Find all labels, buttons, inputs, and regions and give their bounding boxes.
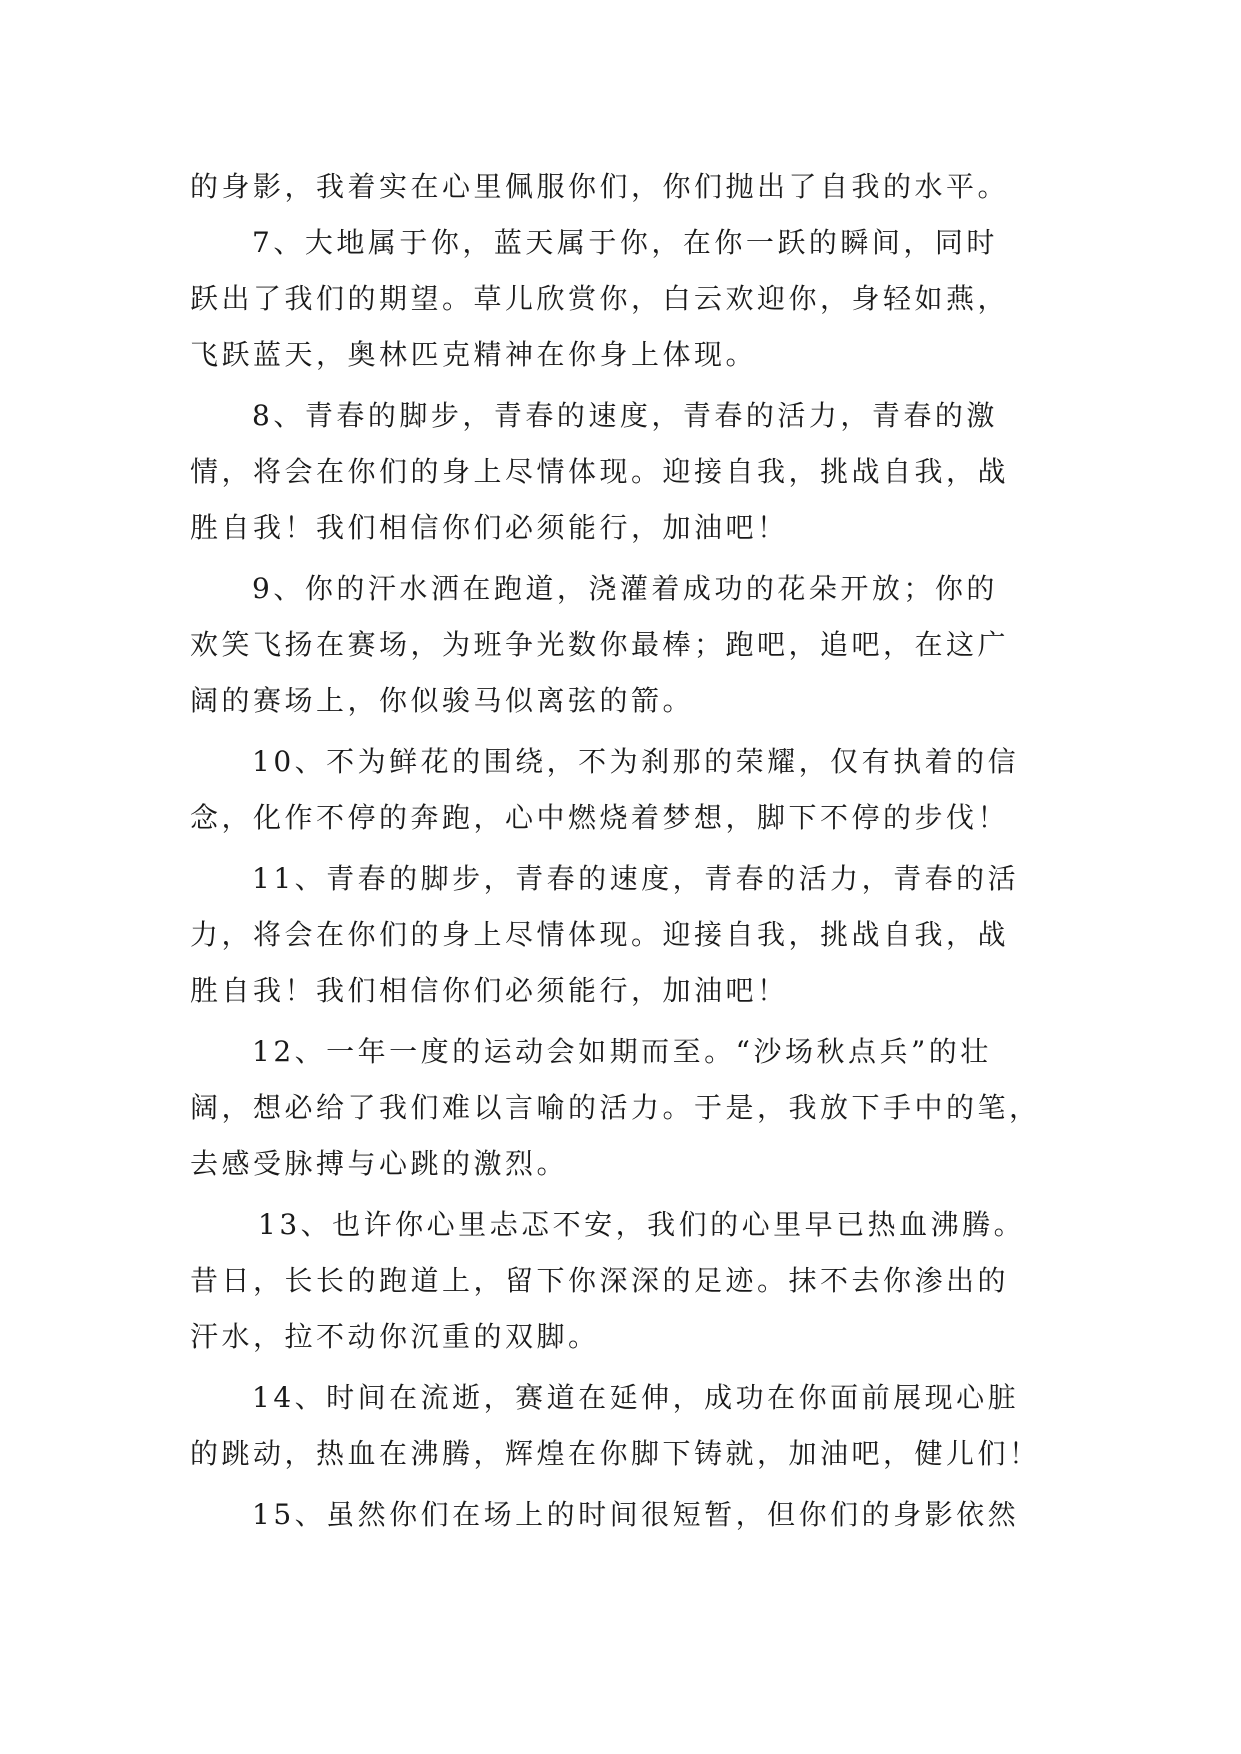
- text-line: 胜自我！我们相信你们必须能行，加油吧！: [190, 511, 789, 544]
- text-line: 念，化作不停的奔跑，心中燃烧着梦想，脚下不停的步伐！: [190, 801, 1010, 834]
- text-line: 的身影，我着实在心里佩服你们，你们抛出了自我的水平。: [190, 170, 1010, 203]
- text-line: 12、一年一度的运动会如期而至。“沙场秋点兵”的壮: [252, 1035, 992, 1068]
- text-line: 7、大地属于你，蓝天属于你，在你一跃的瞬间，同时: [252, 226, 998, 259]
- text-line: 力，将会在你们的身上尽情体现。迎接自我，挑战自我，战: [190, 918, 1010, 951]
- text-line: 去感受脉搏与心跳的激烈。: [190, 1147, 569, 1180]
- text-line: 10、不为鲜花的围绕，不为刹那的荣耀，仅有执着的信: [252, 745, 1020, 778]
- text-line: 飞跃蓝天，奥林匹克精神在你身上体现。: [190, 338, 758, 371]
- text-line: 13、也许你心里忐忑不安，我们的心里早已热血沸腾。: [258, 1208, 1026, 1241]
- text-line: 14、时间在流逝，赛道在延伸，成功在你面前展现心脏: [252, 1381, 1020, 1414]
- text-line: 欢笑飞扬在赛场，为班争光数你最棒；跑吧，追吧，在这广: [190, 628, 1010, 661]
- text-line: 15、虽然你们在场上的时间很短暂，但你们的身影依然: [252, 1498, 1020, 1531]
- text-line: 阔，想必给了我们难以言喻的活力。于是，我放下手中的笔，: [190, 1091, 1041, 1124]
- text-line: 8、青春的脚步，青春的速度，青春的活力，青春的激: [252, 399, 998, 432]
- text-line: 情，将会在你们的身上尽情体现。迎接自我，挑战自我，战: [190, 455, 1010, 488]
- text-line: 阔的赛场上，你似骏马似离弦的箭。: [190, 684, 695, 717]
- text-line: 汗水，拉不动你沉重的双脚。: [190, 1320, 600, 1353]
- text-line: 11、青春的脚步，青春的速度，青春的活力，青春的活: [252, 862, 1020, 895]
- text-line: 昔日，长长的跑道上，留下你深深的足迹。抹不去你渗出的: [190, 1264, 1010, 1297]
- text-line: 的跳动，热血在沸腾，辉煌在你脚下铸就，加油吧，健儿们！: [190, 1437, 1041, 1470]
- text-line: 跃出了我们的期望。草儿欣赏你，白云欢迎你，身轻如燕，: [190, 282, 1010, 315]
- text-line: 胜自我！我们相信你们必须能行，加油吧！: [190, 974, 789, 1007]
- text-line: 9、你的汗水洒在跑道，浇灌着成功的花朵开放；你的: [252, 572, 998, 605]
